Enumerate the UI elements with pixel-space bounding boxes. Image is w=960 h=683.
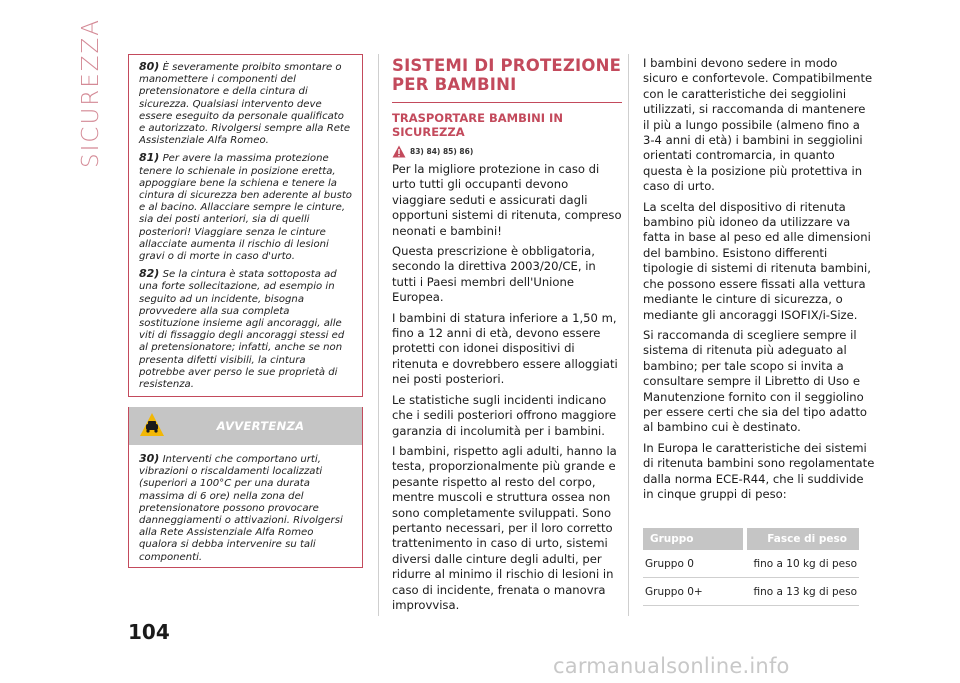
avvertenza-header [129, 407, 362, 445]
table-header-cell: Fasce di peso [747, 528, 859, 550]
avvertenza-title: AVVERTENZA [216, 419, 305, 433]
table-row [643, 578, 859, 606]
warning-item [139, 152, 353, 263]
column-divider [628, 54, 629, 616]
table-header [643, 528, 859, 550]
avvertenza-text: Interventi che comportano urti, vibrazioni o riscaldamenti localizzati (superiori a 100°C per una durata massima di 6 ore) nella zona del pretensionatore possono provocare danneggiamenti o attivazioni. Rivolgersi alla Rete Assistenziale Alfa Romeo qualora si debba intervenire su tali componenti. [139, 454, 343, 563]
table-cell: fino a 10 kg di peso [753, 557, 857, 570]
warning-number: 80) [139, 60, 160, 73]
warning-number: 81) [139, 151, 160, 165]
column-divider [378, 54, 379, 616]
warning-item [139, 268, 353, 391]
paragraph: I bambini devono sedere in modo sicuro e confortevole. Compatibilmente con le caratteristiche dei seggiolini utilizzati, si raccomanda di mantenere il più a lungo possibile (almeno fino a 3-4 anni di età) i bambini in seggiolini orientati contromarcia, in quanto questa è la posizione più protettiva in caso di urto. [643, 56, 873, 194]
paragraph: I bambini di statura inferiore a 1,50 m, fino a 12 anni di età, devono essere protetti con idonei dispositivi di ritenuta e dovrebbero essere alloggiati nei posti posteriori. [392, 310, 618, 387]
warning-refs [392, 145, 622, 158]
table-row [643, 550, 859, 578]
paragraph: In Europa le caratteristiche dei sistemi di ritenuta bambini sono regolamentate dalla norma ECE-R44, che li suddivide in cinque gruppi di peso: [643, 440, 875, 501]
section-title: SISTEMI DI PROTEZIONE PER BAMBINI [392, 56, 622, 94]
paragraph: Le statistiche sugli incidenti indicano che i sedili posteriori offrono maggiore garanzia di incolumità per i bambini. [392, 392, 617, 438]
warning-refs-text: 83) 84) 85) 86) [410, 147, 474, 156]
warning-triangle-icon [392, 145, 406, 158]
warning-item [139, 61, 353, 147]
avvertenza-box [128, 407, 363, 568]
main-body [392, 162, 622, 613]
weight-groups-table [643, 528, 859, 606]
paragraph: Per la migliore protezione in caso di urto tutti gli occupanti devono viaggiare seduti e assicurati dagli opportuni sistemi di ritenuta, compreso neonati e bambini! [392, 162, 622, 238]
paragraph: La scelta del dispositivo di ritenuta bambino più idoneo da utilizzare va fatta in base al peso ed alle dimensioni del bambino. Esistono differenti tipologie di sistemi di ritenuta bambini, che possono essere fissati alla vettura mediante le cinture di sicurezza, o mediante gli ancoraggi ISOFIX/i-Size. [643, 199, 871, 322]
main-column [392, 56, 622, 618]
table-cell: Gruppo 0 [645, 557, 694, 570]
title-rule [392, 102, 622, 103]
section-tab: SICUREZZA [78, 17, 104, 168]
warning-number: 82) [139, 267, 160, 281]
avvertenza-number: 30) [139, 452, 160, 465]
warning-text: È severamente proibito smontare o manomettere i componenti del pretensionatore e della cintura di sicurezza. Qualsiasi intervento deve essere eseguito da personale qualificato e autorizzato. Rivolgersi sempre alla Rete Assistenziale Alfa Romeo. [139, 62, 351, 147]
paragraph: Questa prescrizione è obbligatoria, secondo la direttiva 2003/20/CE, in tutti i Paesi membri dell'Unione Europea. [392, 244, 596, 305]
table-cell: fino a 13 kg di peso [753, 585, 857, 598]
avvertenza-body [129, 445, 362, 564]
warning-text: Per avere la massima protezione tenere lo schienale in posizione eretta, appoggiare bene la schiena e tenere la cintura di sicurezza ben aderente al busto e al bacino. Allacciare sempre le cinture, sia dei posti anteriori, sia di quelli posteriori! Viaggiare senza le cinture allacciate aumenta il rischio di lesioni gravi o di morte in caso d'urto. [139, 153, 352, 263]
paragraph: I bambini, rispetto agli adulti, hanno la testa, proporzionalmente più grande e pesante rispetto al resto del corpo, mentre muscoli e struttura ossea non sono completamente sviluppati. Sono pertanto necessari, per il loro corretto trattenimento in caso di urto, sistemi diversi dalle cinture degli adulti, per ridurre al minimo il rischio di lesioni in caso di incidente, frenata o manovra improvvisa. [392, 443, 617, 612]
table-cell: Gruppo 0+ [645, 585, 703, 598]
right-column [643, 56, 875, 507]
warnings-box [128, 54, 363, 397]
paragraph: Si raccomanda di scegliere sempre il sistema di ritenuta più adeguato al bambino; per tale scopo si invita a consultare sempre il Libretto di Uso e Manutenzione fornito con il seggiolino per essere certi che sia del tipo adatto al bambino cui è destinato. [643, 327, 867, 435]
table-header-cell: Gruppo [643, 528, 743, 550]
page-number: 104 [128, 620, 170, 644]
watermark: carmanualsonline.info [553, 654, 790, 678]
warning-text: Se la cintura è stata sottoposta ad una forte sollecitazione, ad esempio in seguito ad un incidente, bisogna provvedere alla sua completa sostituzione insieme agli ancoraggi, alle viti di fissaggio degli ancoraggi stessi ed al pretensionatore; infatti, anche se non presenta difetti visibili, la cintura potrebbe aver perso le sue proprietà di resistenza. [139, 269, 345, 391]
section-subtitle: TRASPORTARE BAMBINI IN SICUREZZA [392, 111, 563, 139]
